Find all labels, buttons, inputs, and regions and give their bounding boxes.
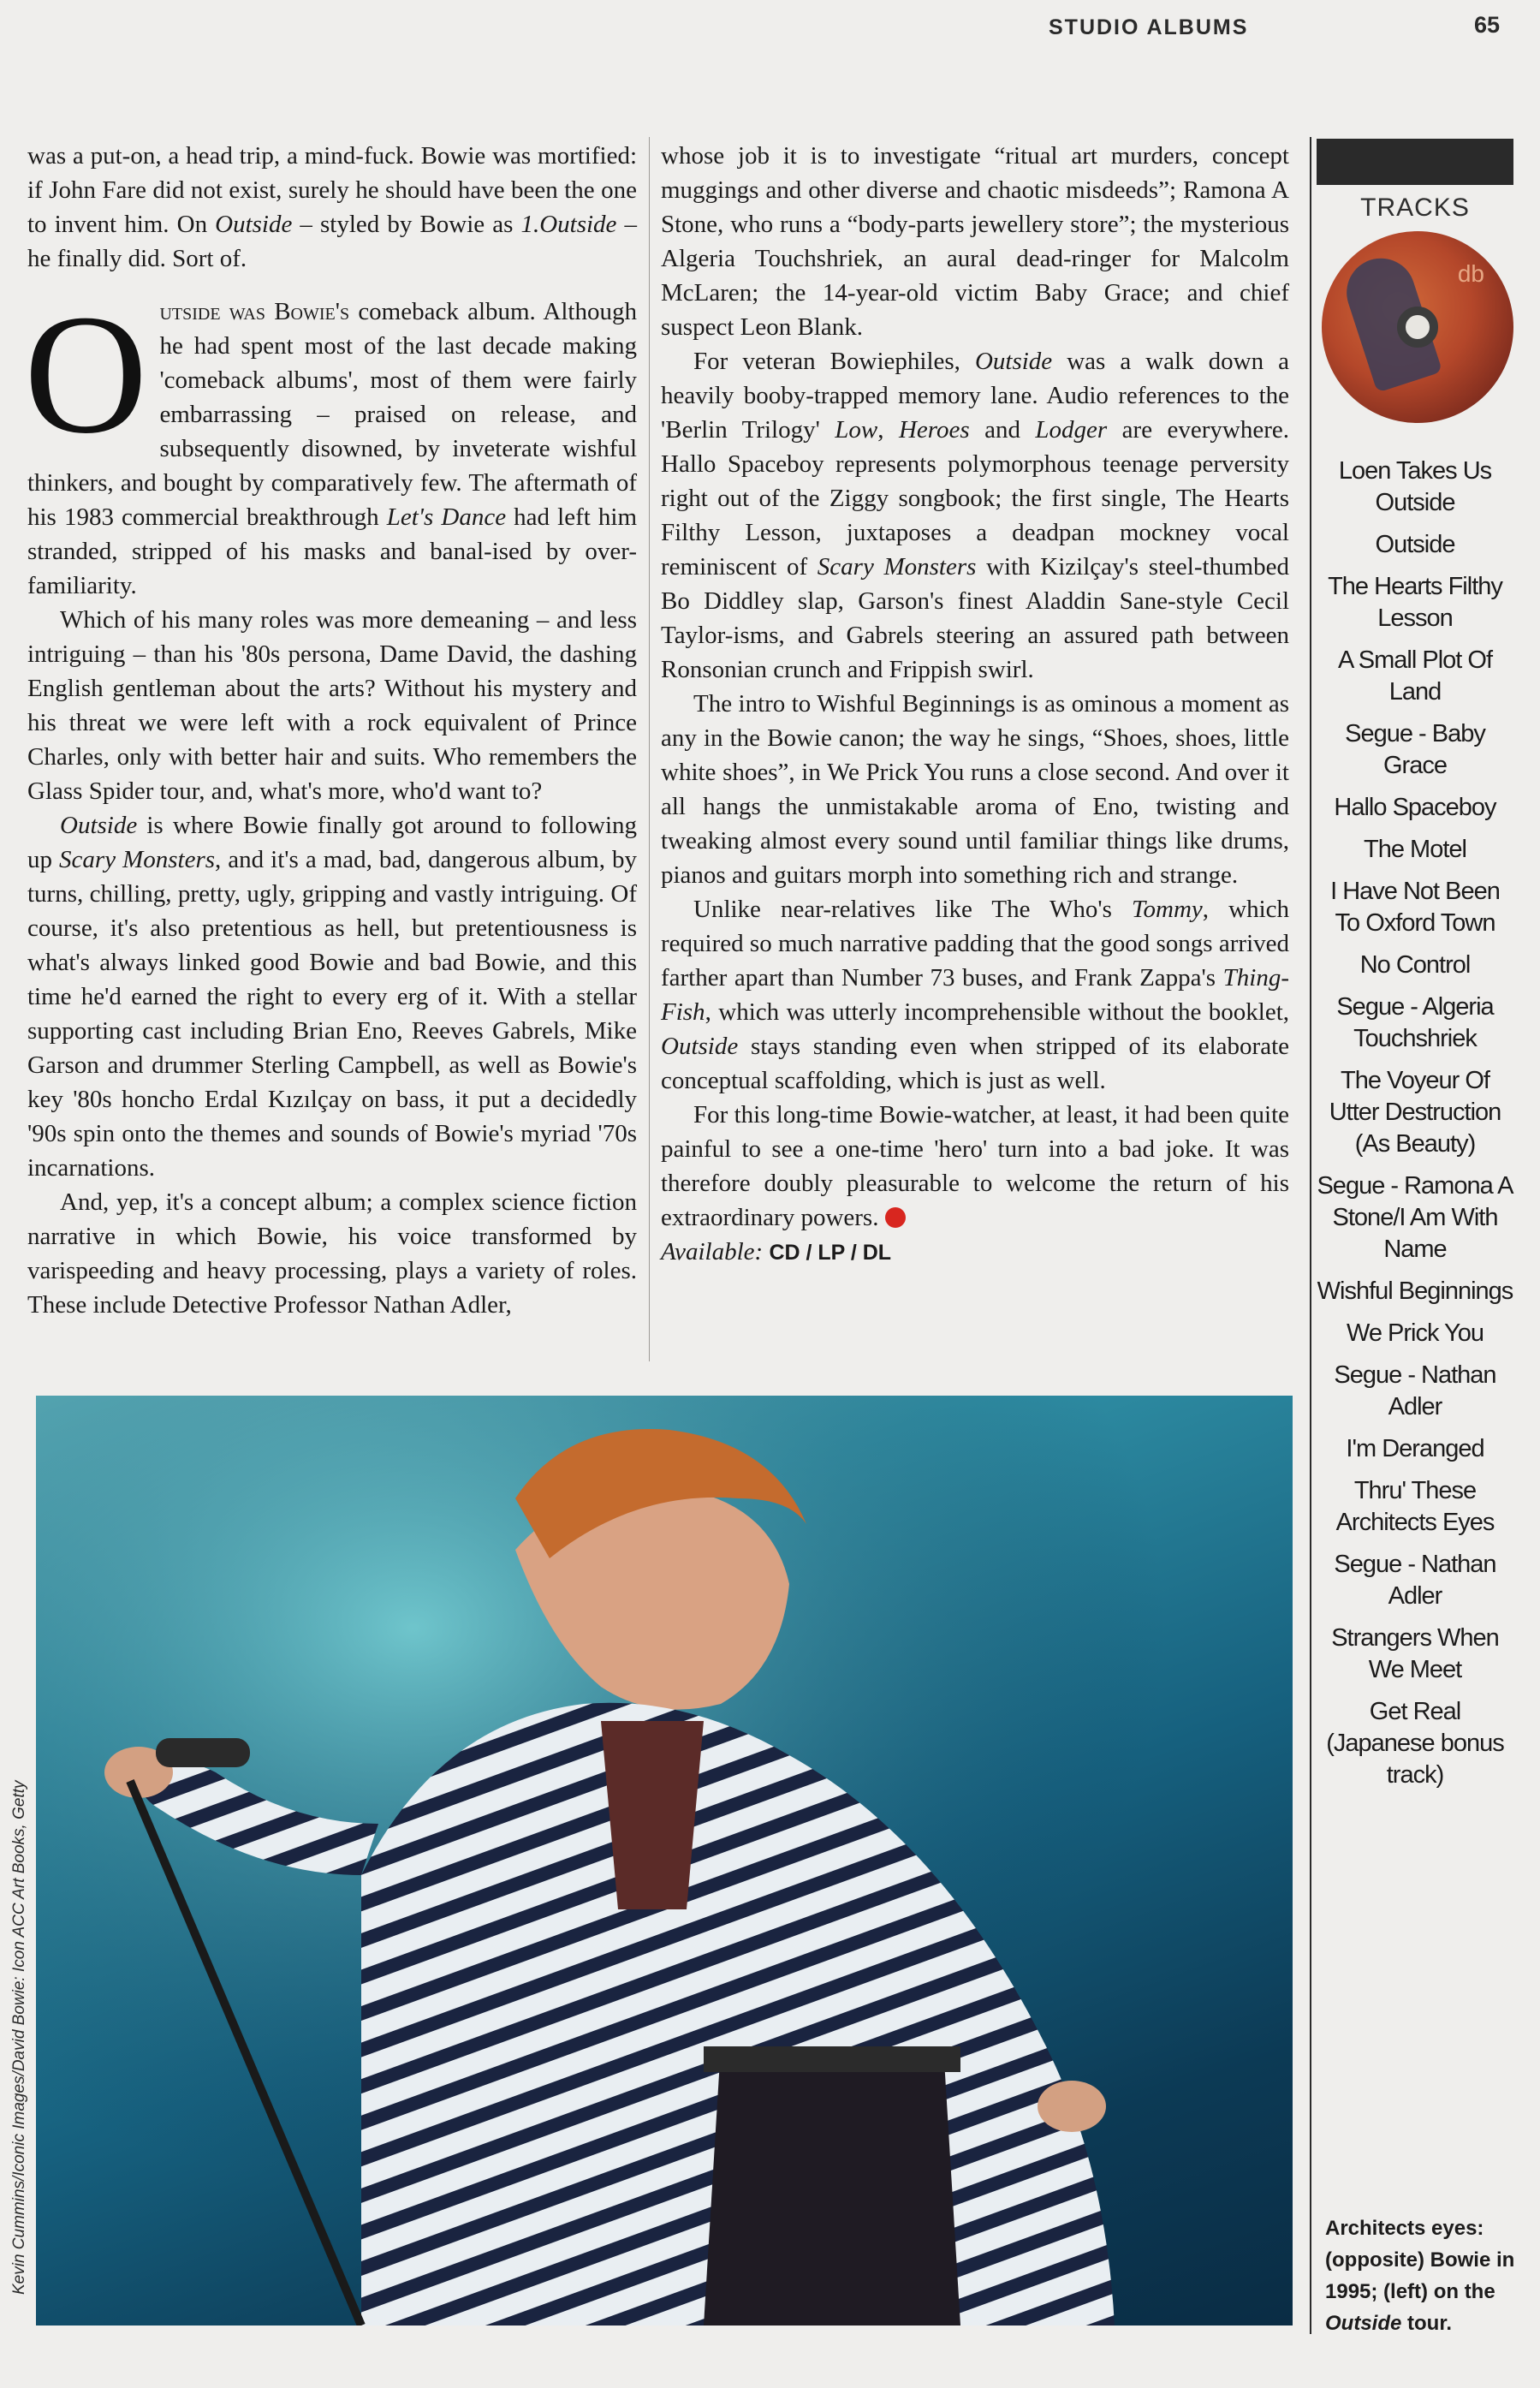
track-item: Segue - Algeria Touchshriek bbox=[1336, 993, 1494, 1052]
drop-cap: O bbox=[24, 280, 148, 469]
paragraph: For this long-time Bowie-watcher, at least, it had been quite painful to see a one-time 'hero' turn into a bad joke. It was therefore doubly pleasurable to welcome the return of his extraordinary powers. bbox=[661, 1101, 1289, 1231]
track-item: I'm Deranged bbox=[1346, 1435, 1484, 1462]
bowie-performance-illustration bbox=[36, 1396, 1293, 2325]
page-header bbox=[0, 7, 1540, 41]
track-item: The Motel bbox=[1364, 836, 1466, 863]
paragraph: Unlike near-relatives like The Who's Tommy, which required so much narrative padding that the good songs arrived farther apart than Number 73 buses, and Frank Zappa's Thing-Fish, which was utterly incomprehensible without the booklet, Outside stays standing even when stripped of its elaborate conceptual scaffolding, which is just as well. bbox=[661, 896, 1290, 1094]
paragraph: The intro to Wishful Beginnings is as ominous a moment as any in the Bowie canon; the way he sings, “Shoes, shoes, little white shoes”, in We Prick You runs a close second. And over it all hangs the unmistakable aroma of Eno, twisting and tweaking almost every sound until familiar things like drums, pianos and guitars morph into something rich and strange. bbox=[661, 690, 1289, 889]
track-item: A Small Plot Of Land bbox=[1337, 646, 1492, 706]
end-mark-dot-icon bbox=[885, 1207, 906, 1228]
track-item: Segue - Nathan Adler bbox=[1334, 1361, 1496, 1420]
tracks-sidebar bbox=[1310, 137, 1517, 2334]
paragraph: was a put-on, a head trip, a mind-fuck. Bowie was mortified: if John Fare did not exist, surely he should have been the one to invent him. On Outside – styled by Bowie as 1.Outside – he finally did. Sort of. bbox=[27, 142, 637, 272]
section-title: STUDIO ALBUMS bbox=[1049, 15, 1249, 39]
photo-credit: Kevin Cummins/Iconic Images/David Bowie: Icon ACC Art Books, Getty bbox=[10, 1780, 28, 2295]
track-list bbox=[1317, 456, 1513, 1801]
paragraph: And, yep, it's a concept album; a complex science fiction narrative in which Bowie, his voice transformed by varispeeding and heavy processing, plays a variety of roles. These include Detective Professor Nathan Adler, bbox=[27, 1188, 637, 1319]
disc-logo: db bbox=[1457, 260, 1484, 287]
track-item: The Hearts Filthy Lesson bbox=[1328, 573, 1502, 632]
page-number: 65 bbox=[1474, 12, 1501, 38]
track-item: The Voyeur Of Utter Destruction (As Beauty) bbox=[1329, 1067, 1501, 1158]
track-item: Strangers When We Meet bbox=[1331, 1624, 1499, 1683]
column-divider bbox=[649, 137, 650, 1361]
track-item: Segue - Baby Grace bbox=[1345, 720, 1485, 779]
track-item: I Have Not Been To Oxford Town bbox=[1330, 878, 1500, 937]
photo-caption: Architects eyes: (opposite) Bowie in 1995; (left) on the Outside tour. bbox=[1325, 2217, 1515, 2335]
article-column-1 bbox=[24, 139, 638, 1322]
track-item: Wishful Beginnings bbox=[1317, 1277, 1513, 1305]
sidebar-header-bar bbox=[1317, 139, 1513, 185]
tracks-title: TRACKS bbox=[1360, 194, 1470, 222]
concert-photo bbox=[36, 1396, 1293, 2325]
paragraph: Which of his many roles was more demeaning – and less intriguing – than his '80s persona, Dame David, the dashing English gentleman about the arts? Without his mystery and his threat we were left with a rock equivalent of Prince Charles, only with better hair and suits. Who remembers the Glass Spider tour, and, what's more, who'd want to? bbox=[27, 606, 637, 805]
article-column-2 bbox=[661, 139, 1289, 1270]
track-item: We Prick You bbox=[1347, 1319, 1484, 1347]
availability-line: Available: CD / LP / DL bbox=[661, 1238, 892, 1265]
track-item: Get Real (Japanese bonus track) bbox=[1326, 1698, 1504, 1789]
track-item: Segue - Ramona A Stone/I Am With Name bbox=[1317, 1172, 1513, 1263]
disc-hole bbox=[1397, 307, 1438, 348]
album-disc-image bbox=[1322, 231, 1513, 423]
track-item: Thru' These Architects Eyes bbox=[1335, 1477, 1495, 1536]
paragraph: Outside is where Bowie finally got around to following up Scary Monsters, and it's a mad, bad, dangerous album, by turns, chilling, pretty, ugly, gripping and vastly intriguing. Of course, it's also pretentious as hell, but pretentiousness is what's always linked good Bowie and bad Bowie, and this time he'd earned the right to every erg of it. With a stellar supporting cast including Brian Eno, Reeves Gabrels, Mike Garson and drummer Sterling Campbell, as well as Bowie's key '80s honcho Erdal Kızılçay on bass, it put a decidedly '90s spin onto the themes and sounds of Bowie's myriad '70s incarnations. bbox=[27, 812, 638, 1182]
track-item: Outside bbox=[1375, 531, 1455, 558]
paragraph: For veteran Bowiephiles, Outside was a walk down a heavily booby-trapped memory lane. Audio references to the 'Berlin Trilogy' Low, Heroes and Lodger are everywhere. Hallo Spaceboy represents polymorphous teenage perversity right out of the Ziggy songbook; the first single, The Hearts Filthy Lesson, juxtaposes a deadpan mockney vocal reminiscent of Scary Monsters with Kizilçay's steel-thumbed Bo Diddley slap, Garson's finest Aladdin Sane-style Cecil Taylor-isms, and Gabrels steering an assured path between Ronsonian crunch and Frippish swirl. bbox=[661, 348, 1290, 683]
paragraph: Outside was Bowie's comeback album. Although he had spent most of the last decade making 'comeback albums', most of them were fairly embarrassing – praised on release, and subsequently disowned, by inveterate wishful thinkers, and bought by comparatively few. The aftermath of his 1983 commercial breakthrough Let's Dance had left him stranded, stripped of his masks and banal-ised by over-familiarity. bbox=[24, 280, 637, 599]
track-item: Segue - Nathan Adler bbox=[1334, 1551, 1496, 1610]
paragraph: whose job it is to investigate “ritual art murders, concept muggings and other diverse and chaotic misdeeds”; Ramona A Stone, who runs a “body-parts jewellery store”; the mysterious Algeria Touchshriek, an aural dead-ringer for Malcolm McLaren; the 14-year-old victim Baby Grace; and chief suspect Leon Blank. bbox=[661, 142, 1289, 341]
track-item: Loen Takes Us Outside bbox=[1338, 457, 1492, 516]
formats: CD / LP / DL bbox=[769, 1241, 892, 1265]
track-item: Hallo Spaceboy bbox=[1334, 794, 1496, 821]
track-item: No Control bbox=[1359, 951, 1471, 979]
